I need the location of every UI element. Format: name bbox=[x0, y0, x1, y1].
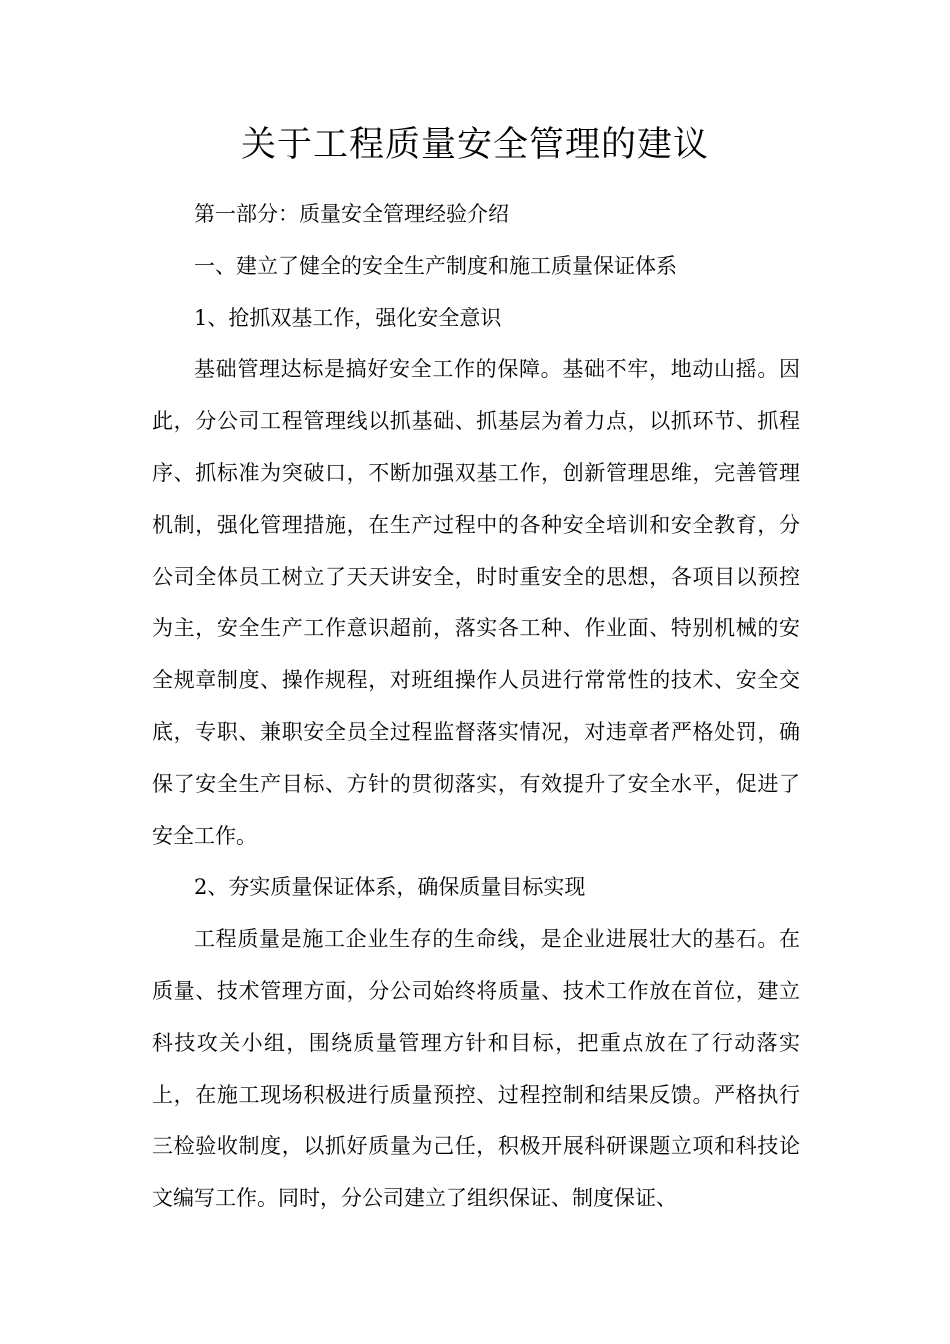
subsection-heading-2: 2、夯实质量保证体系，确保质量目标实现 bbox=[194, 875, 586, 900]
section-heading-one: 一、建立了健全的安全生产制度和施工质量保证体系 bbox=[194, 253, 677, 278]
document-body bbox=[152, 189, 800, 1225]
document-title: 关于工程质量安全管理的建议 bbox=[240, 125, 709, 165]
paragraph-quality-assurance: 工程质量是施工企业生存的生命线，是企业进展壮大的基石。在质量、技术管理方面，分公司始终将质量、技术工作放在首位，建立科技攻关小组，围绕质量管理方针和目标，把重点放在了行动落实上，在施工现场积极进行质量预控、过程控制和结果反馈。严格执行三检验收制度，以抓好质量为己任，积极开展科研课题立项和科技论文编写工作。同时，分公司建立了组织保证、制度保证、 bbox=[152, 927, 800, 1211]
paragraph-safety-basics: 基础管理达标是搞好安全工作的保障。基础不牢，地动山摇。因此，分公司工程管理线以抓基础、抓基层为着力点，以抓环节、抓程序、抓标准为突破口，不断加强双基工作，创新管理思维，完善管理机制，强化管理措施，在生产过程中的各种安全培训和安全教育，分公司全体员工树立了天天讲安全，时时重安全的思想，各项目以预控为主，安全生产工作意识超前，落实各工种、作业面、特别机械的安全规章制度、操作规程，对班组操作人员进行常常性的技术、安全交底，专职、兼职安全员全过程监督落实情况，对违章者严格处罚，确保了安全生产目标、方针的贯彻落实，有效提升了安全水平，促进了安全工作。 bbox=[152, 357, 800, 848]
subsection-heading-1: 1、抢抓双基工作，强化安全意识 bbox=[194, 305, 502, 330]
section-heading-part-one: 第一部分：质量安全管理经验介绍 bbox=[194, 202, 509, 226]
